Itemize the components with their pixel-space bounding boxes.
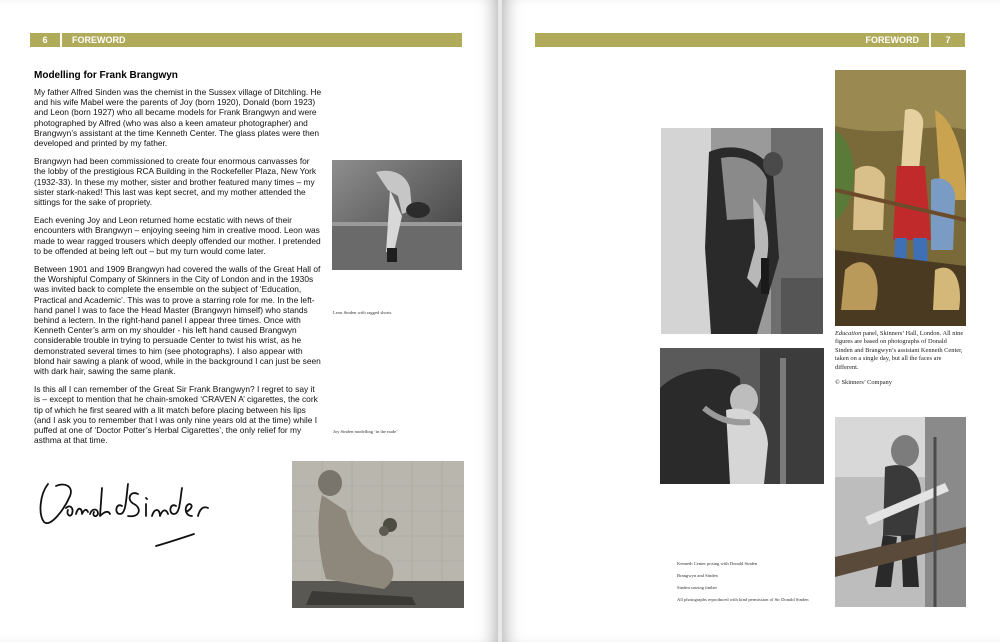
photo-joy-seated (292, 461, 464, 608)
caption-leon: Leon Sinden with ragged shorts (333, 310, 392, 315)
paragraph: Is this all I can remember of the Great Sir Frank Brangwyn? I regret to say it is – except to mention that he chain-smoked ‘CRAVEN A’ cigarettes, the cork tip of which he first seared with a lit match before placing between his lips (and I ask you to remember that I was only nine years old at the time) while I puffed at one of ‘Doctor Potter’s Herbal Cigarettes’, the only relief for my asthma at that time. (34, 384, 318, 446)
caption-center-with-sinden: Kenneth Center posing with Donald Sinden (677, 561, 758, 566)
right-page (502, 0, 1000, 642)
header-bar-left (30, 33, 462, 47)
mural-credit: © Skinners’ Company (835, 379, 892, 386)
photo-sinden-sawing (835, 417, 966, 607)
page-number-right: 7 (945, 35, 951, 45)
paragraph: Brangwyn had been commissioned to create four enormous canvasses for the lobby of the prestigious RCA Building in the Rockefeller Plaza, New York (1932-33). In these my mother, sister and brother featured many times – my sister stark-naked! This last was kept secret, and my mother attended the sittings for the sake of propriety. (34, 156, 317, 208)
article-body (34, 87, 322, 454)
caption-permission: All photographs reproduced with kind permission of Sir Donald Sinden (677, 597, 809, 602)
left-page (0, 0, 498, 642)
page-number-left: 6 (42, 35, 48, 45)
caption-brangwyn-and-sinden: Brangwyn and Sinden (677, 573, 718, 578)
section-label-left: FOREWORD (72, 35, 126, 45)
header-divider (60, 33, 62, 47)
caption-joy: Joy Sinden modelling ‘in the nude’ (333, 429, 398, 434)
section-label-right: FOREWORD (865, 35, 919, 45)
paragraph: My father Alfred Sinden was the chemist in the Sussex village of Ditchling. He and his wife Mabel were the parents of Joy (born 1920), Donald (born 1923) and Leon (born 1927) who all became models for Frank Brangwyn and were photographed by Alfred (who was also a keen amateur photographer) and Brangwyn’s assistant at the time Kenneth Center. The glass plates were then developed and printed by my father. (34, 87, 322, 149)
signature-image (30, 470, 220, 550)
mural-education-panel (835, 70, 966, 326)
mural-caption (835, 330, 965, 372)
mural-caption-text: panel, Skinners’ Hall, London. All nine figures are based on photographs of Donald Sinden and Brangwyn’s assistant Kenneth Center, taken on a single day, but all the faces are different. (835, 330, 964, 371)
caption-sinden-sawing: Sinden sawing timber (677, 585, 718, 590)
photo-brangwyn-and-sinden (660, 348, 824, 484)
header-bar-right (535, 33, 965, 47)
mural-caption-title: Education (835, 330, 862, 337)
paragraph: Between 1901 and 1909 Brangwyn had covered the walls of the Great Hall of the Worshipful Company of Skinners in the City of London and in the 1930s was invited back to complete the ensemble on the subject of ‘Education, Practical and Academic’. This was to prove a starring role for me. In the left-hand panel I was to face the Head Master (Brangwyn himself) who stands behind a lectern. In the right-hand panel I appear three times. Once with Kenneth Center’s arm on my shoulder - his left hand caused Brangwyn considerable trouble in trying to persuade Center to twist his wrist, as he demonstrated several times to him (see photographs). I also appear with blond hair sawing a plank of wood, while in the background I can just be seen with dark hair, sawing the same plank. (34, 264, 321, 377)
photo-center-with-sinden (661, 128, 823, 334)
article-heading: Modelling for Frank Brangwyn (34, 70, 178, 81)
paragraph: Each evening Joy and Leon returned home ecstatic with news of their encounters with Brangwyn – enjoying seeing him in creative mood. Leon was made to wear ragged trousers which deeply offended our mother. I pretended to be offended at being left out – but my turn would come later. (34, 215, 321, 256)
photo-leon-ragged-shorts (332, 160, 462, 270)
